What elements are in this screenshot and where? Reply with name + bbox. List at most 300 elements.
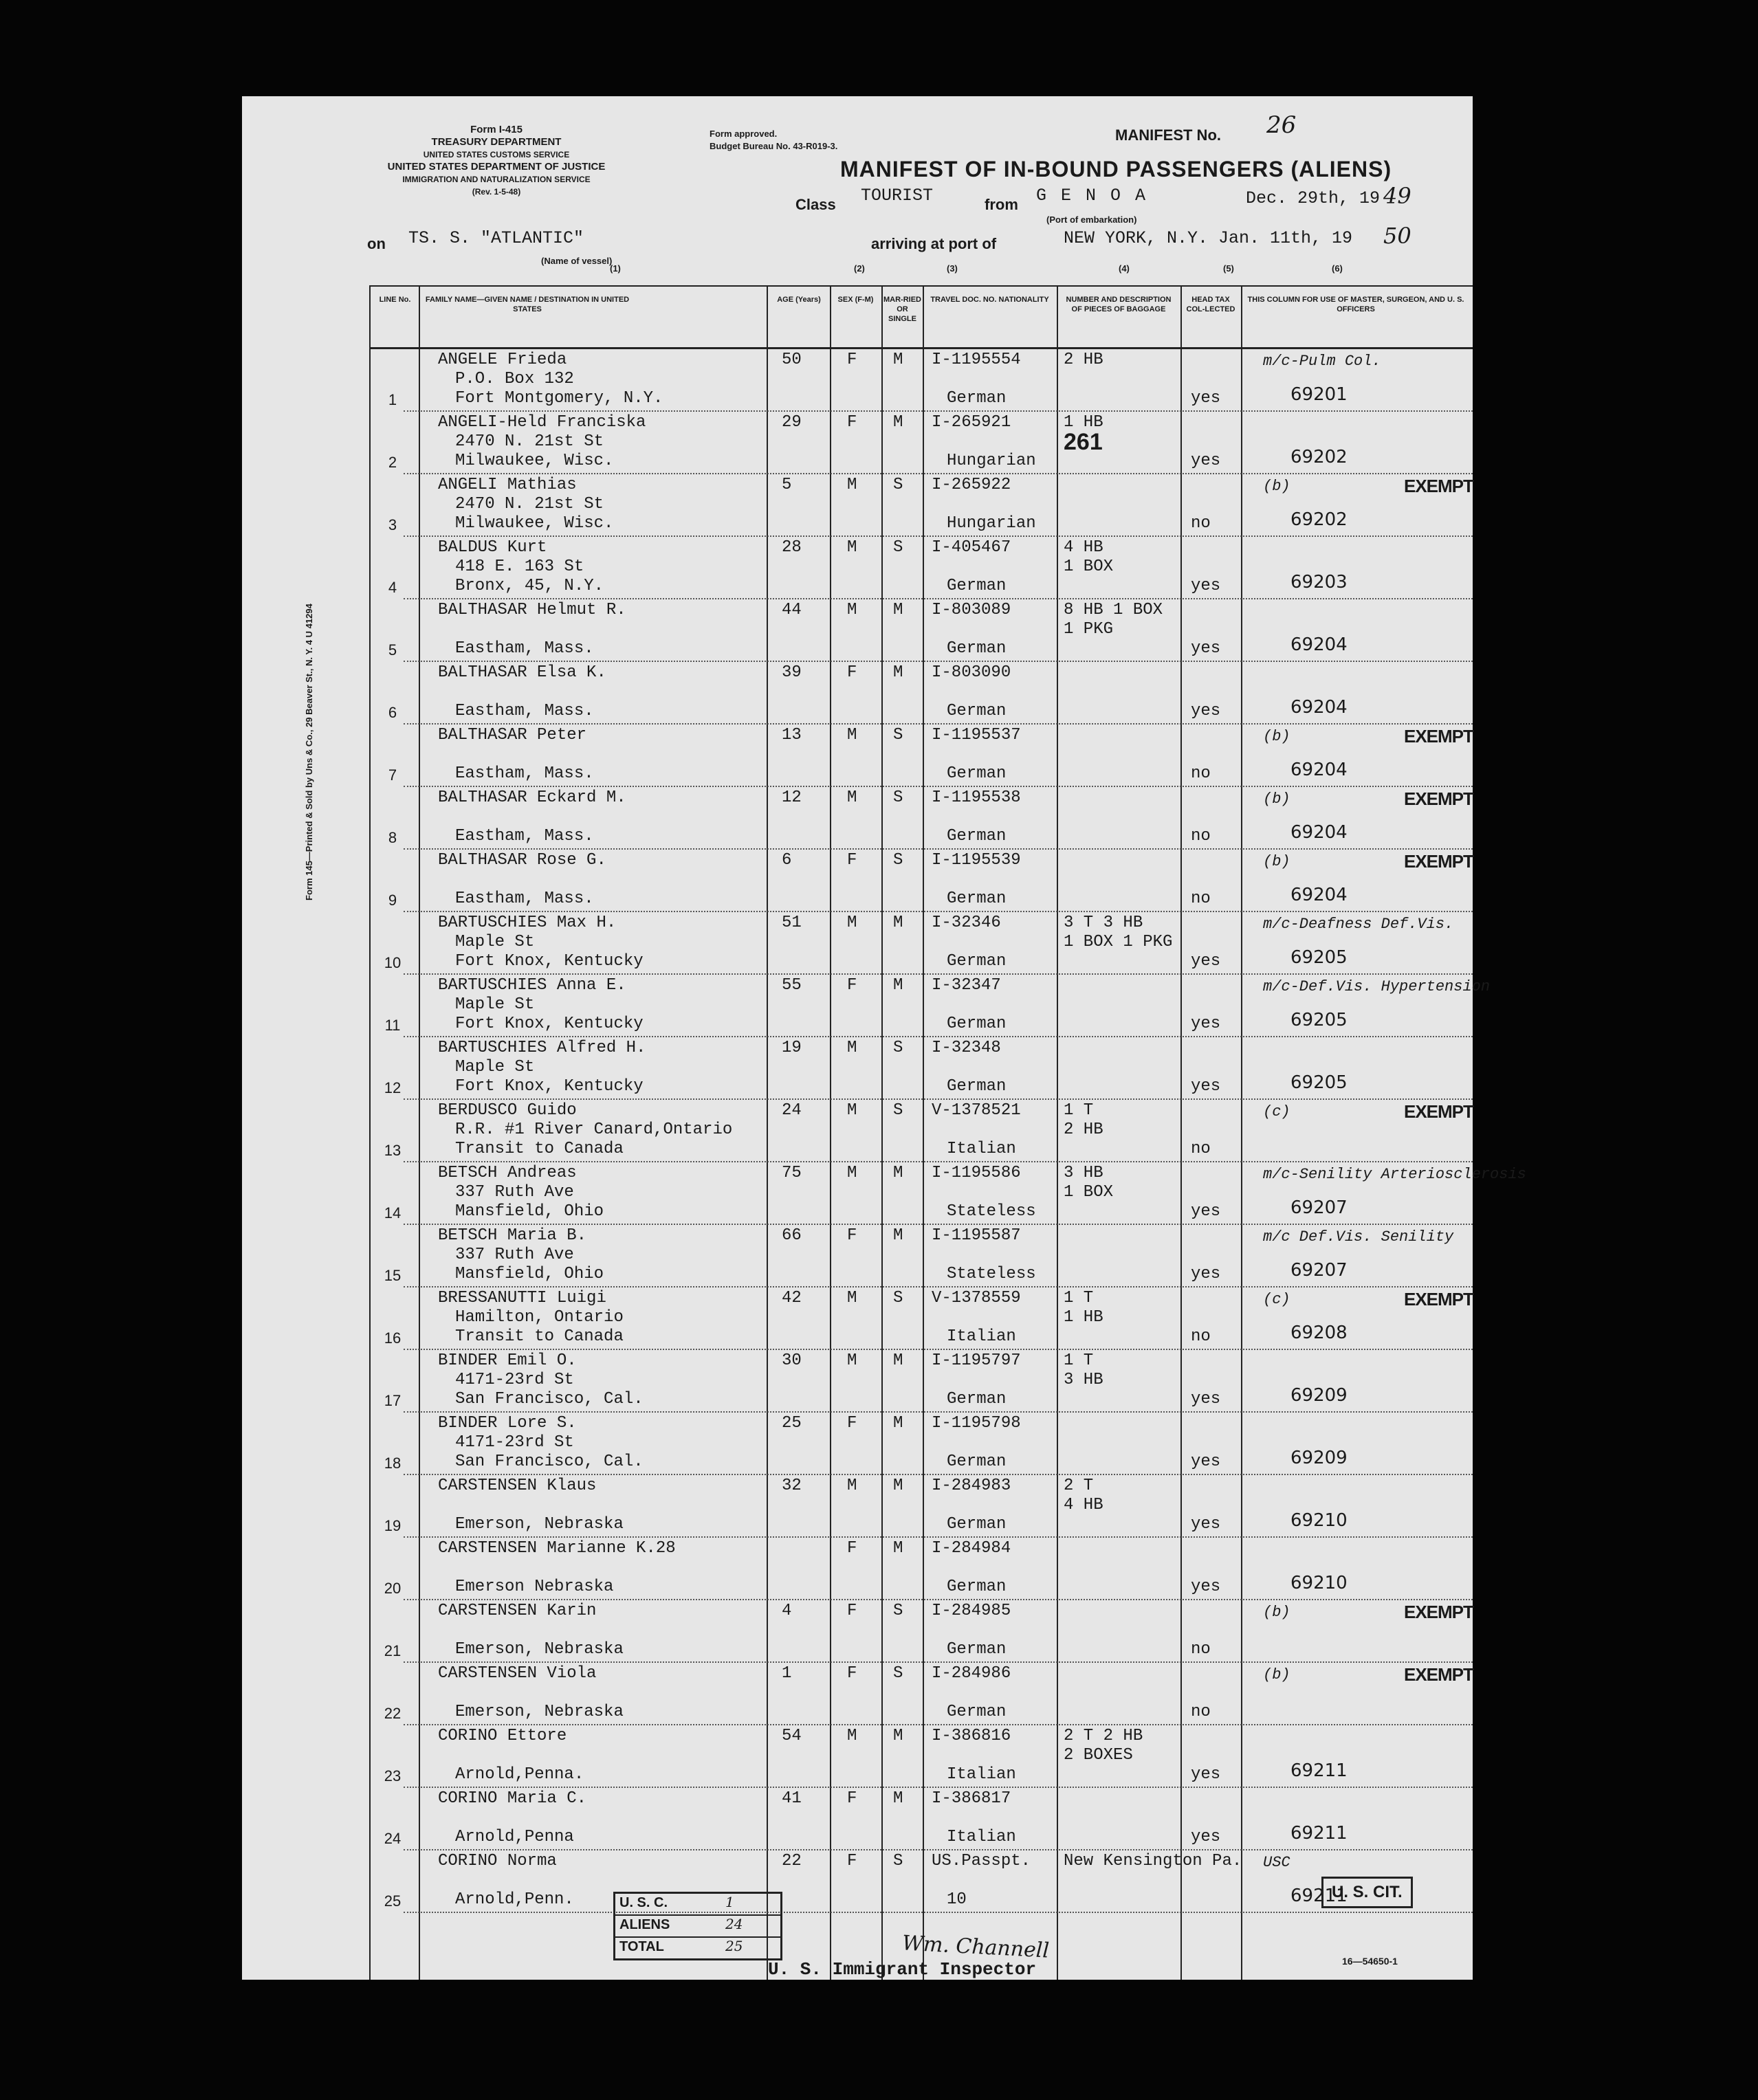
totals-usc-value: 1	[725, 1894, 734, 1910]
sex-value: F	[847, 976, 857, 995]
head-tax: yes	[1191, 1828, 1221, 1846]
inspector-title: U. S. Immigrant Inspector	[768, 1959, 1037, 1980]
travel-doc-no: I-265922	[932, 476, 1011, 494]
passenger-name: CORINO Ettore	[438, 1727, 567, 1745]
address-line-1: 418 E. 163 St	[455, 557, 584, 576]
address-line-1: 2470 N. 21st St	[455, 432, 604, 451]
baggage-line-1: 1 T	[1064, 1351, 1094, 1370]
line-number: 24	[384, 1830, 402, 1847]
totals-box	[613, 1892, 782, 1960]
from-value: G E N O A	[1036, 186, 1148, 206]
head-tax: no	[1191, 1140, 1211, 1158]
age-value: 19	[782, 1039, 802, 1057]
address-line-2: Fort Knox, Kentucky	[455, 952, 644, 971]
from-label: from	[985, 196, 1018, 213]
col-num-5: (5)	[1223, 263, 1234, 274]
budget-bureau: Budget Bureau No. 43-R019-3.	[710, 141, 838, 151]
address-line-1: 2470 N. 21st St	[455, 495, 604, 513]
address-line-2: Mansfield, Ohio	[455, 1265, 604, 1283]
customs-service: UNITED STATES CUSTOMS SERVICE	[423, 150, 570, 159]
address-line-2: Emerson, Nebraska	[455, 1640, 624, 1659]
passenger-name: BINDER Emil O.	[438, 1351, 577, 1370]
head-tax: no	[1191, 1703, 1211, 1721]
vessel-note: (Name of vessel)	[541, 256, 613, 266]
sex-value: M	[847, 1289, 857, 1307]
line-number: 10	[384, 954, 402, 971]
totals-usc-label: U. S. C.	[619, 1895, 668, 1910]
sex-value: F	[847, 413, 857, 432]
us-cit-stamp: U. S. CIT.	[1321, 1877, 1413, 1908]
travel-doc-no: I-1195538	[932, 788, 1021, 807]
officer-number: 69201	[1290, 384, 1348, 405]
address-line-2: Eastham, Mass.	[455, 827, 594, 845]
travel-doc-no: I-32348	[932, 1039, 1001, 1057]
nationality: German	[947, 389, 1007, 408]
head-tax: yes	[1191, 702, 1221, 720]
officer-number: 69207	[1290, 1197, 1348, 1218]
line-number: 20	[384, 1580, 402, 1597]
sex-value: M	[847, 601, 857, 619]
marital-status: M	[893, 1164, 903, 1182]
line-number: 19	[384, 1517, 402, 1534]
officer-number: 69204	[1290, 634, 1348, 655]
age-value: 24	[782, 1101, 802, 1120]
passenger-name: CORINO Norma	[438, 1852, 557, 1870]
passenger-name: BALTHASAR Rose G.	[438, 851, 606, 870]
sex-value: M	[847, 1164, 857, 1182]
officer-number: 69211	[1290, 1823, 1348, 1844]
exempt-stamp: EXEMPT	[1404, 1602, 1473, 1622]
exempt-stamp: EXEMPT	[1404, 1664, 1473, 1685]
address-line-1: 4171-23rd St	[455, 1433, 574, 1452]
justice-dept: UNITED STATES DEPARTMENT OF JUSTICE	[387, 161, 606, 173]
line-number: 2	[388, 454, 397, 471]
sex-value: M	[847, 1101, 857, 1120]
table-row	[369, 662, 1473, 725]
passenger-name: BARTUSCHIES Max H.	[438, 914, 617, 932]
baggage-line-2: 2 HB	[1064, 1120, 1103, 1139]
officer-number: 69211	[1290, 1886, 1348, 1906]
nationality: German	[947, 1703, 1007, 1721]
head-tax: yes	[1191, 577, 1221, 595]
head-tax: no	[1191, 514, 1211, 533]
sex-value: F	[847, 1664, 857, 1683]
address-line-2: Bronx, 45, N.Y.	[455, 577, 604, 595]
travel-doc-no: I-1195539	[932, 851, 1021, 870]
officer-note: m/c-Senility Arteriosclerosis	[1263, 1166, 1526, 1183]
sex-value: M	[847, 1727, 857, 1745]
marital-status: M	[893, 976, 903, 995]
col-num-6: (6)	[1332, 263, 1343, 274]
passenger-name: BERDUSCO Guido	[438, 1101, 577, 1120]
age-value: 42	[782, 1289, 802, 1307]
sex-value: M	[847, 726, 857, 744]
line-number: 13	[384, 1142, 402, 1159]
baggage-line-1: 8 HB 1 BOX	[1064, 601, 1163, 619]
nationality: German	[947, 1390, 1007, 1408]
baggage-line-1: 1 T	[1064, 1289, 1094, 1307]
marital-status: S	[893, 538, 903, 557]
embark-date: Dec. 29th, 19	[1246, 188, 1381, 208]
marital-status: M	[893, 1539, 903, 1558]
nationality: German	[947, 952, 1007, 971]
age-value: 44	[782, 601, 802, 619]
line-number: 21	[384, 1642, 402, 1659]
travel-doc-no: I-1195537	[932, 726, 1021, 744]
age-value: 30	[782, 1351, 802, 1370]
nationality: German	[947, 827, 1007, 845]
table-row	[369, 1850, 1473, 1913]
age-value: 29	[782, 413, 802, 432]
passenger-name: CARSTENSEN Viola	[438, 1664, 597, 1683]
table-row	[369, 725, 1473, 787]
travel-doc-no: I-1195797	[932, 1351, 1021, 1370]
baggage-line-1: 4 HB	[1064, 538, 1103, 557]
baggage-line-1: 3 HB	[1064, 1164, 1103, 1182]
nationality: Hungarian	[947, 452, 1036, 470]
passenger-name: BARTUSCHIES Anna E.	[438, 976, 626, 995]
passenger-name: CARSTENSEN Karin	[438, 1602, 597, 1620]
baggage-line-1: 2 T 2 HB	[1064, 1727, 1143, 1745]
page-title: MANIFEST OF IN-BOUND PASSENGERS (ALIENS)	[840, 157, 1392, 181]
table-row	[369, 1037, 1473, 1100]
nationality: Italian	[947, 1828, 1016, 1846]
head-tax: yes	[1191, 1765, 1221, 1784]
age-value: 54	[782, 1727, 802, 1745]
head-tax: yes	[1191, 1390, 1221, 1408]
exempt-stamp: EXEMPT	[1404, 788, 1473, 809]
sex-value: F	[847, 1602, 857, 1620]
table-row	[369, 1287, 1473, 1350]
address-line-1: 4171-23rd St	[455, 1371, 574, 1389]
table-row	[369, 1538, 1473, 1600]
nationality: Italian	[947, 1327, 1016, 1346]
baggage-line-2: 261	[1064, 429, 1103, 455]
line-number: 5	[388, 641, 397, 659]
age-value: 1	[782, 1664, 792, 1683]
officer-number: 69204	[1290, 697, 1348, 718]
head-tax: yes	[1191, 1265, 1221, 1283]
officer-number: 69204	[1290, 885, 1348, 905]
officer-number: 69205	[1290, 1072, 1348, 1093]
col-num-4: (4)	[1119, 263, 1130, 274]
marital-status: S	[893, 1852, 903, 1870]
address-line-2: Emerson, Nebraska	[455, 1515, 624, 1534]
nationality: German	[947, 702, 1007, 720]
address-line-2: Emerson Nebraska	[455, 1578, 614, 1596]
table-row	[369, 537, 1473, 599]
vessel-name: TS. S. "ATLANTIC"	[408, 228, 584, 248]
table-row	[369, 912, 1473, 975]
officer-number: 69203	[1290, 572, 1348, 593]
address-line-2: Arnold,Penn.	[455, 1890, 574, 1909]
sex-value: F	[847, 663, 857, 682]
sex-value: F	[847, 1539, 857, 1558]
form-number: 16—54650-1	[1342, 1956, 1398, 1967]
passenger-name: BALTHASAR Eckard M.	[438, 788, 626, 807]
address-line-2: San Francisco, Cal.	[455, 1452, 644, 1471]
manifest-no-label: MANIFEST No.	[1115, 126, 1221, 144]
address-line-2: Arnold,Penna	[455, 1828, 574, 1846]
address-line-1: P.O. Box 132	[455, 370, 574, 388]
table-row	[369, 1100, 1473, 1162]
marital-status: S	[893, 1664, 903, 1683]
travel-doc-no: I-32346	[932, 914, 1001, 932]
nationality: 10	[947, 1890, 967, 1909]
marital-status: S	[893, 476, 903, 494]
nationality: Italian	[947, 1765, 1016, 1784]
passenger-table	[369, 263, 1526, 2100]
address-line-2: Fort Knox, Kentucky	[455, 1015, 644, 1033]
address-line-1: Maple St	[455, 933, 535, 951]
sex-value: M	[847, 538, 857, 557]
table-top-rule	[369, 285, 1473, 287]
travel-doc-no: I-1195587	[932, 1226, 1021, 1245]
baggage-line-2: 1 BOX 1 PKG	[1064, 933, 1173, 951]
address-line-1: R.R. #1 River Canard,Ontario	[455, 1120, 733, 1139]
officer-note: (c)	[1263, 1103, 1290, 1120]
line-number: 16	[384, 1329, 402, 1347]
sex-value: F	[847, 851, 857, 870]
address-line-2: Transit to Canada	[455, 1327, 624, 1346]
marital-status: S	[893, 1039, 903, 1057]
line-number: 18	[384, 1455, 402, 1472]
header-agency-block	[380, 124, 613, 198]
col-head-officers: THIS COLUMN FOR USE OF MASTER, SURGEON, AND U. S. OFFICERS	[1247, 296, 1464, 313]
treasury-dept: TREASURY DEPARTMENT	[431, 136, 562, 148]
sex-value: M	[847, 476, 857, 494]
printer-side-text: Form 145—Printed & Sold by Uns & Co., 29 Beaver St., N. Y. 4 U 41294	[304, 604, 314, 900]
nationality: German	[947, 1640, 1007, 1659]
sex-value: M	[847, 914, 857, 932]
head-tax: yes	[1191, 952, 1221, 971]
totals-total-label: TOTAL	[619, 1939, 664, 1954]
line-number: 6	[388, 704, 397, 721]
table-row	[369, 1600, 1473, 1663]
sex-value: M	[847, 1477, 857, 1495]
travel-doc-no: I-1195554	[932, 351, 1021, 369]
head-tax: no	[1191, 827, 1211, 845]
age-value: 51	[782, 914, 802, 932]
age-value: 4	[782, 1602, 792, 1620]
exempt-stamp: EXEMPT	[1404, 1101, 1473, 1122]
sex-value: M	[847, 1351, 857, 1370]
form-approved: Form approved.	[710, 129, 778, 139]
baggage-line-1: 1 T	[1064, 1101, 1094, 1120]
marital-status: M	[893, 1477, 903, 1495]
marital-status: M	[893, 351, 903, 369]
line-number: 11	[384, 1017, 401, 1034]
address-line-2: Arnold,Penna.	[455, 1765, 584, 1784]
age-value: 75	[782, 1164, 802, 1182]
address-line-2: Emerson, Nebraska	[455, 1703, 624, 1721]
line-number: 4	[388, 579, 397, 596]
nationality: Stateless	[947, 1265, 1036, 1283]
passenger-name: CARSTENSEN Marianne K.28	[438, 1539, 676, 1558]
sex-value: F	[847, 1226, 857, 1245]
col-head-sex: SEX (F-M)	[837, 296, 874, 304]
table-row	[369, 1350, 1473, 1413]
totals-aliens-label: ALIENS	[619, 1917, 670, 1932]
officer-number: 69210	[1290, 1573, 1348, 1593]
officer-note: (b)	[1263, 791, 1290, 808]
baggage-line-1: 2 T	[1064, 1477, 1094, 1495]
travel-doc-no: I-386816	[932, 1727, 1011, 1745]
baggage-line-2: 1 HB	[1064, 1308, 1103, 1327]
head-tax: no	[1191, 1327, 1211, 1346]
travel-doc-no: I-284983	[932, 1477, 1011, 1495]
col-num-3: (3)	[947, 263, 958, 274]
age-value: 55	[782, 976, 802, 995]
address-line-2: San Francisco, Cal.	[455, 1390, 644, 1408]
address-line-2: Eastham, Mass.	[455, 702, 594, 720]
table-row	[369, 412, 1473, 474]
officer-number: 69209	[1290, 1385, 1348, 1406]
table-row	[369, 787, 1473, 850]
head-tax: yes	[1191, 389, 1221, 408]
embark-year: 49	[1383, 183, 1411, 209]
totals-aliens-value: 24	[725, 1916, 743, 1932]
marital-status: M	[893, 663, 903, 682]
col-head-travel: TRAVEL DOC. NO. NATIONALITY	[930, 296, 1049, 304]
row-rule	[404, 1912, 1473, 1913]
age-value: 6	[782, 851, 792, 870]
col-head-headtax: HEAD TAX COL-LECTED	[1186, 296, 1235, 313]
travel-doc-no: I-1195798	[932, 1414, 1021, 1433]
age-value: 50	[782, 351, 802, 369]
officer-note: (b)	[1263, 1604, 1290, 1621]
nationality: German	[947, 1515, 1007, 1534]
class-value: TOURIST	[861, 186, 934, 206]
nationality: Hungarian	[947, 514, 1036, 533]
marital-status: M	[893, 914, 903, 932]
sex-value: F	[847, 1414, 857, 1433]
travel-doc-no: I-803089	[932, 601, 1011, 619]
class-label: Class	[795, 196, 836, 213]
line-number: 12	[384, 1079, 402, 1096]
head-tax: yes	[1191, 1515, 1221, 1534]
marital-status: M	[893, 1226, 903, 1245]
nationality: German	[947, 577, 1007, 595]
nationality: Stateless	[947, 1202, 1036, 1221]
col-head-line: LINE No.	[379, 296, 411, 304]
exempt-stamp: EXEMPT	[1404, 726, 1473, 747]
col-head-age: AGE (Years)	[777, 296, 821, 304]
age-value: 28	[782, 538, 802, 557]
marital-status: S	[893, 1602, 903, 1620]
exempt-stamp: EXEMPT	[1404, 1289, 1473, 1309]
baggage-line-1: 2 HB	[1064, 351, 1103, 369]
travel-doc-no: I-265921	[932, 413, 1011, 432]
travel-doc-no: I-284986	[932, 1664, 1011, 1683]
table-row	[369, 1225, 1473, 1287]
baggage-line-2: 1 PKG	[1064, 620, 1114, 639]
table-row	[369, 1788, 1473, 1850]
exempt-stamp: EXEMPT	[1404, 476, 1473, 496]
sex-value: F	[847, 351, 857, 369]
officer-note: (c)	[1263, 1291, 1290, 1308]
passenger-name: CORINO Maria C.	[438, 1789, 587, 1808]
head-tax: no	[1191, 889, 1211, 908]
officer-number: 69205	[1290, 1010, 1348, 1030]
line-number: 3	[388, 516, 397, 533]
age-value: 25	[782, 1414, 802, 1433]
table-row	[369, 1413, 1473, 1475]
officer-note: m/c-Deafness Def.Vis.	[1263, 916, 1454, 933]
marital-status: M	[893, 413, 903, 432]
nationality: German	[947, 1077, 1007, 1096]
travel-doc-no: US.Passpt.	[932, 1852, 1031, 1870]
arrival-year: 50	[1383, 223, 1411, 249]
marital-status: S	[893, 1101, 903, 1120]
head-tax: yes	[1191, 1015, 1221, 1033]
line-number: 25	[384, 1892, 402, 1910]
col-head-baggage: NUMBER AND DESCRIPTION OF PIECES OF BAGGAGE	[1066, 296, 1172, 313]
passenger-name: BETSCH Andreas	[438, 1164, 577, 1182]
passenger-name: ANGELI Mathias	[438, 476, 577, 494]
passenger-name: BALTHASAR Elsa K.	[438, 663, 606, 682]
travel-doc-no: I-32347	[932, 976, 1001, 995]
line-number: 23	[384, 1767, 402, 1784]
address-line-2: Eastham, Mass.	[455, 889, 594, 908]
marital-status: M	[893, 1789, 903, 1808]
arrival-date: Jan. 11th, 19	[1218, 228, 1353, 248]
col-head-name: FAMILY NAME—GIVEN NAME / DESTINATION IN UNITED STATES	[425, 296, 630, 313]
nationality: Italian	[947, 1140, 1016, 1158]
totals-total-value: 25	[725, 1938, 743, 1954]
address-line-1: 337 Ruth Ave	[455, 1183, 574, 1202]
age-value: 39	[782, 663, 802, 682]
travel-doc-no: V-1378521	[932, 1101, 1021, 1120]
baggage-line-2: 2 BOXES	[1064, 1746, 1133, 1765]
sex-value: F	[847, 1852, 857, 1870]
sex-value: M	[847, 1039, 857, 1057]
travel-doc-no: I-1195586	[932, 1164, 1021, 1182]
nationality: German	[947, 1578, 1007, 1596]
travel-doc-no: V-1378559	[932, 1289, 1021, 1307]
table-row	[369, 349, 1473, 412]
line-number: 8	[388, 829, 397, 846]
head-tax: yes	[1191, 1202, 1221, 1221]
officer-number: 69205	[1290, 947, 1348, 968]
arriving-label: arriving at port of	[871, 235, 997, 252]
table-row	[369, 1663, 1473, 1725]
form-id: Form I-415	[470, 124, 523, 135]
manifest-page	[242, 96, 1526, 1980]
line-number: 14	[384, 1204, 402, 1222]
nationality: German	[947, 889, 1007, 908]
baggage-line-1: 3 T 3 HB	[1064, 914, 1143, 932]
officer-number: 69204	[1290, 760, 1348, 780]
address-line-2: Eastham, Mass.	[455, 764, 594, 783]
baggage-line-1: 1 HB	[1064, 413, 1103, 432]
travel-doc-no: I-405467	[932, 538, 1011, 557]
address-line-2: Fort Knox, Kentucky	[455, 1077, 644, 1096]
officer-number: 69210	[1290, 1510, 1348, 1531]
line-number: 1	[388, 391, 397, 408]
address-line-2: Milwaukee, Wisc.	[455, 514, 614, 533]
marital-status: M	[893, 1351, 903, 1370]
passenger-name: ANGELE Frieda	[438, 351, 567, 369]
head-tax: yes	[1191, 1077, 1221, 1096]
officer-note: m/c-Pulm Col.	[1263, 353, 1381, 370]
officer-number: 69211	[1290, 1760, 1348, 1781]
address-line-2: Eastham, Mass.	[455, 639, 594, 658]
passenger-name: BRESSANUTTI Luigi	[438, 1289, 606, 1307]
table-row	[369, 850, 1473, 912]
officer-note: (b)	[1263, 853, 1290, 870]
passenger-name: ANGELI-Held Franciska	[438, 413, 646, 432]
